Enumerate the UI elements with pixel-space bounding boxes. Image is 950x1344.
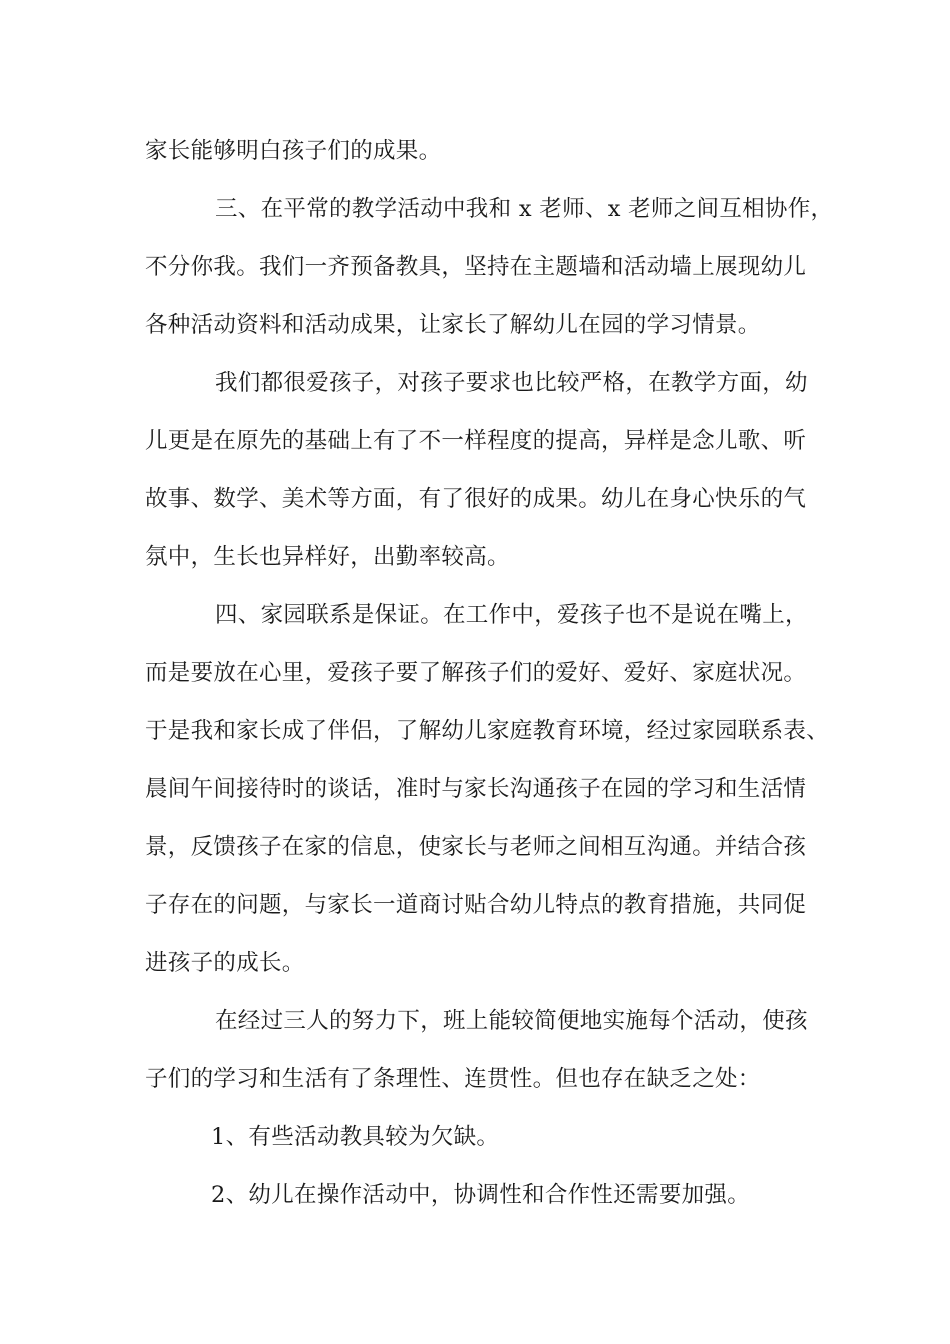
text-line: 儿更是在原先的基础上有了不一样程度的提高，异样是念儿歌、听 bbox=[145, 428, 807, 454]
text-line: 而是要放在心里，爱孩子要了解孩子们的爱好、爱好、家庭状况。 bbox=[145, 660, 807, 686]
document-body bbox=[145, 128, 834, 1230]
text-line: 家长能够明白孩子们的成果。 bbox=[145, 138, 442, 164]
text-line: 进孩子的成长。 bbox=[145, 950, 305, 976]
text-line: 于是我和家长成了伴侣，了解幼儿家庭教育环境，经过家园联系表、 bbox=[145, 718, 830, 744]
list-item: 2、幼儿在操作活动中，协调性和合作性还需要加强。 bbox=[211, 1182, 751, 1208]
text-line: 子存在的问题，与家长一道商讨贴合幼儿特点的教育措施，共同促 bbox=[145, 892, 807, 918]
text-line: 故事、数学、美术等方面，有了很好的成果。幼儿在身心快乐的气 bbox=[145, 486, 807, 512]
list-item: 1、有些活动教具较为欠缺。 bbox=[211, 1124, 500, 1150]
paragraph-start: 我们都很爱孩子，对孩子要求也比较严格，在教学方面，幼 bbox=[215, 370, 808, 396]
text-line: 不分你我。我们一齐预备教具，坚持在主题墙和活动墙上展现幼儿 bbox=[145, 254, 807, 280]
text-line: 子们的学习和生活有了条理性、连贯性。但也存在缺乏之处： bbox=[145, 1066, 761, 1092]
text-line: 景，反馈孩子在家的信息，使家长与老师之间相互沟通。并结合孩 bbox=[145, 834, 807, 860]
text-line: 氛中，生长也异样好，出勤率较高。 bbox=[145, 544, 510, 570]
text-line: 各种活动资料和活动成果，让家长了解幼儿在园的学习情景。 bbox=[145, 312, 761, 338]
paragraph-heading-three: 三、在平常的教学活动中我和 x 老师、x 老师之间互相协作， bbox=[215, 196, 834, 222]
text-line: 晨间午间接待时的谈话，准时与家长沟通孩子在园的学习和生活情 bbox=[145, 776, 807, 802]
paragraph-heading-four: 四、家园联系是保证。在工作中，爱孩子也不是说在嘴上， bbox=[215, 602, 808, 628]
paragraph-start: 在经过三人的努力下，班上能较简便地实施每个活动，使孩 bbox=[215, 1008, 808, 1034]
